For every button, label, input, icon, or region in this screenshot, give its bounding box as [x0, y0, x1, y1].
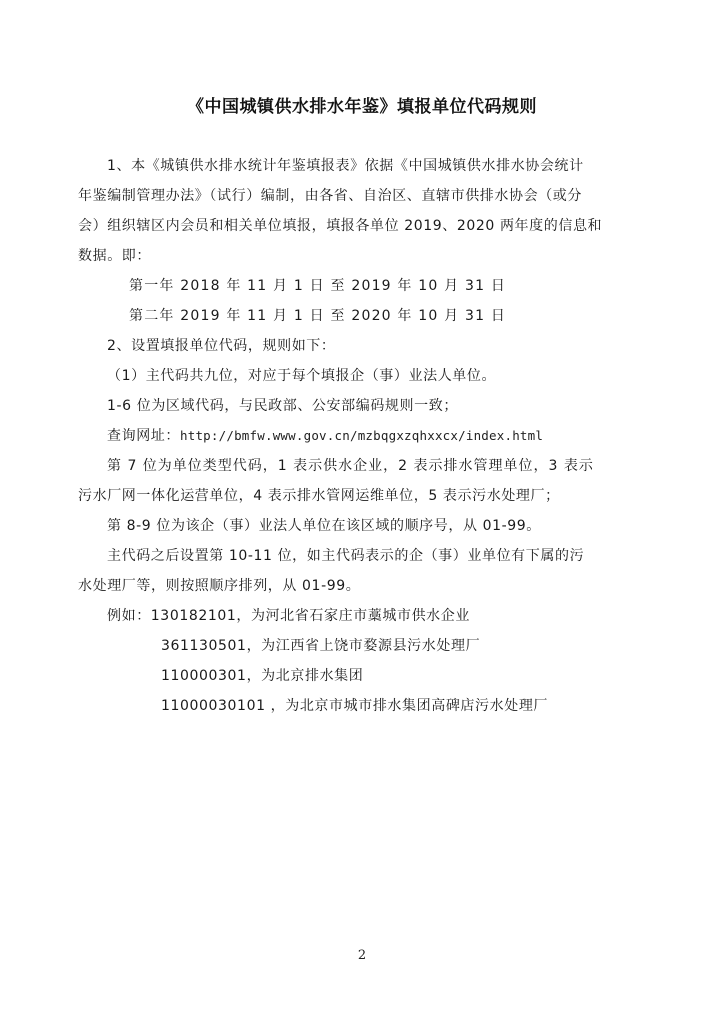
paragraph-line: 第 8-9 位为该企（事）业法人单位在该区域的顺序号，从 01-99。: [107, 518, 541, 534]
query-url-line: [107, 425, 543, 445]
query-url-label: 查询网址：: [107, 428, 180, 444]
example-line: 例如：130182101，为河北省石家庄市藁城市供水企业: [107, 608, 470, 624]
paragraph-line: 会）组织辖区内会员和相关单位填报，填报各单位 2019、2020 两年度的信息和: [78, 218, 603, 234]
page-title: 《中国城镇供水排水年鉴》填报单位代码规则: [187, 97, 537, 117]
period-line-second-year: 第二年 2019 年 11 月 1 日 至 2020 年 10 月 31 日: [129, 308, 507, 324]
example-line: 361130501，为江西省上饶市婺源县污水处理厂: [161, 638, 481, 654]
paragraph-line: 主代码之后设置第 10-11 位，如主代码表示的企（事）业单位有下属的污: [107, 548, 585, 564]
paragraph-line: （1）主代码共九位，对应于每个填报企（事）业法人单位。: [107, 368, 497, 384]
paragraph-line: 2、设置填报单位代码，规则如下：: [107, 338, 336, 354]
paragraph-line: 污水厂网一体化运营单位，4 表示排水管网运维单位，5 表示污水处理厂；: [78, 488, 560, 504]
paragraph-line: 第 7 位为单位类型代码，1 表示供水企业，2 表示排水管理单位，3 表示: [107, 458, 594, 474]
query-url-link[interactable]: http://bmfw.www.gov.cn/mzbqgxzqhxxcx/index.html: [180, 428, 544, 443]
period-line-first-year: 第一年 2018 年 11 月 1 日 至 2019 年 10 月 31 日: [129, 278, 507, 294]
paragraph-line: 年鉴编制管理办法》（试行）编制，由各省、自治区、直辖市供排水协会（或分: [78, 188, 582, 204]
paragraph-line: 1、本《城镇供水排水统计年鉴填报表》依据《中国城镇供水排水协会统计: [107, 158, 584, 174]
page-number: 2: [357, 948, 367, 963]
example-line: 11000030101 ，为北京市城市排水集团高碑店污水处理厂: [161, 698, 549, 714]
example-line: 110000301，为北京排水集团: [161, 668, 364, 684]
paragraph-line: 数据。即：: [78, 248, 151, 264]
paragraph-line: 水处理厂等，则按照顺序排列，从 01-99。: [78, 578, 361, 594]
paragraph-line: 1-6 位为区域代码，与民政部、公安部编码规则一致；: [107, 398, 458, 414]
